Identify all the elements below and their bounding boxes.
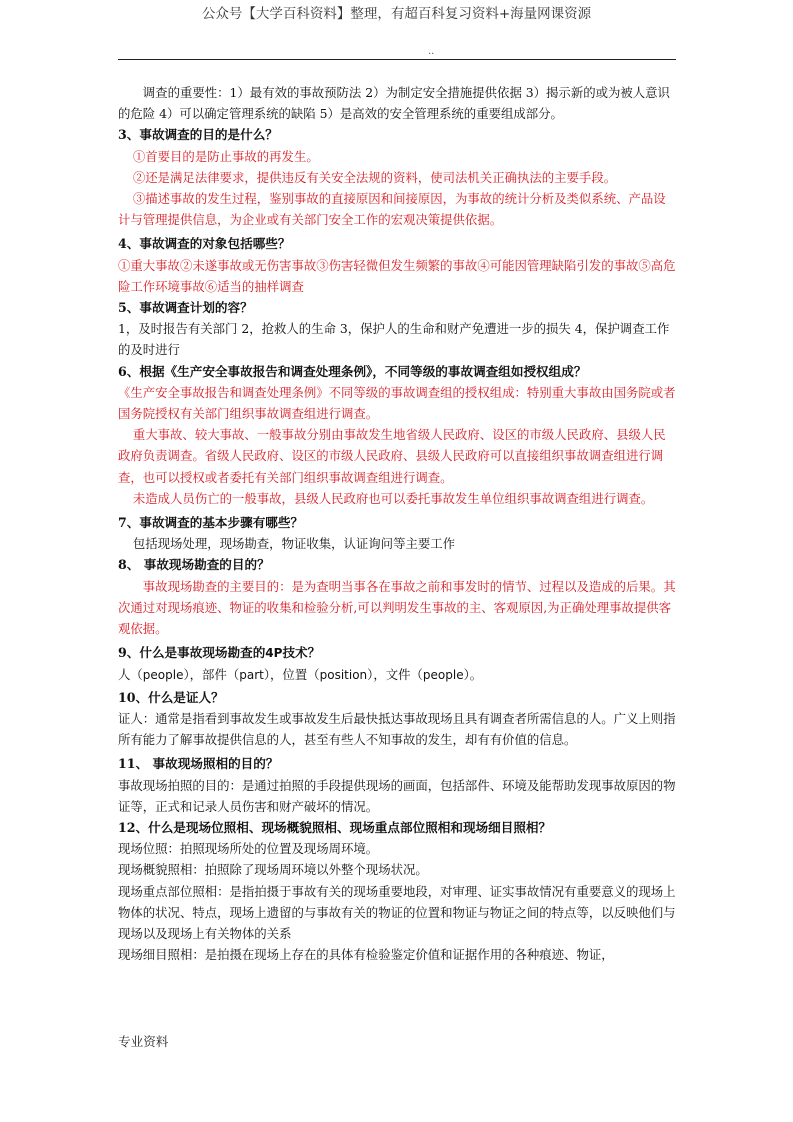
answer-7: 包括现场处理，现场勘查，物证收集，认证询问等主要工作 bbox=[132, 536, 456, 552]
question-11: 11、 事故现场照相的目的？ bbox=[118, 756, 279, 772]
question-9-4p: 4P bbox=[265, 646, 283, 661]
answer-9-part: ）。 bbox=[463, 667, 483, 683]
answer-12-item-3: 现场重点部位照相：是指拍摄于事故有关的现场重要地段，对审理、证实事故情况有重要意义的现场上物体的状况、特点，现场上遗留的与事故有关的物证的位置和物证与物证之间的特点等，以反映他们与现场以及现场上有关物体的关系 bbox=[118, 883, 676, 941]
question-9 bbox=[118, 642, 678, 664]
answer-8: 事故现场勘查的主要目的：是为查明当事各在事故之前和事发时的情节、过程以及造成的后果。其次通过对现场痕迹、物证的收集和检验分析,可以判明发生事故的主、客观原因,为正确处理事故提供客观依据。 bbox=[118, 578, 676, 637]
answer-9 bbox=[118, 664, 678, 686]
question-10: 10、什么是证人？ bbox=[118, 689, 224, 705]
question-9-text: 9、什么是事故现场勘查的 bbox=[118, 645, 266, 661]
answer-9-term: people bbox=[422, 668, 464, 683]
answer-4: ①重大事故②未遂事故或无伤害事故③伤害轻微但发生频繁的事故④可能因管理缺陷引发的事故⑤高危险工作环境事故⑥适当的抽样调查 bbox=[118, 257, 676, 294]
question-12: 12、什么是现场位照相、现场概貌照相、现场重点部位照相和现场细目照相？ bbox=[118, 819, 552, 835]
answer-12-item-2: 现场概貌照相：拍照除了现场周环境以外整个现场状况。 bbox=[118, 862, 428, 878]
question-7: 7、事故调查的基本步骤有哪些？ bbox=[118, 515, 304, 531]
question-5: 5、事故调查计划的容？ bbox=[118, 300, 253, 316]
question-9-suffix: 技术？ bbox=[282, 645, 321, 661]
answer-9-part: ），部件（ bbox=[183, 667, 240, 683]
header-rule bbox=[118, 59, 676, 60]
question-3: 3、事故调查的目的是什么？ bbox=[118, 127, 278, 143]
answer-5: 1，及时报告有关部门 2，抢救人的生命 3，保护人的生命和财产免遭进一步的损失 4，保护调查工作的及时进行 bbox=[118, 321, 670, 358]
document-body bbox=[118, 82, 678, 965]
answer-6-para-1: 《生产安全事故报告和调查处理条例》不同等级的事故调查组的授权组成：特别重大事故由国务院或者国务院授权有关部门组织事故调查组进行调查。 bbox=[118, 384, 676, 422]
answer-3-item-3: ③描述事故的发生过程，鉴别事故的直接原因和间接原因，为事故的统计分析及类似系统、产品设计与管理提供信息，为企业或有关部门安全工作的宏观决策提供依据。 bbox=[118, 191, 666, 228]
paragraph-importance: 调查的重要性：1）最有效的事故预防法 2）为制定安全措施提供依据 3）揭示新的或为被人意识的危险 4）可以确定管理系统的缺陷 5）是高效的安全管理系统的重要组成部分。 bbox=[118, 85, 670, 122]
answer-9-term: people bbox=[142, 668, 184, 683]
answer-9-part: ），位置（ bbox=[263, 667, 320, 683]
answer-6-para-2: 重大事故、较大事故、一般事故分别由事故发生地省级人民政府、设区的市级人民政府、县级人民政府负责调查。省级人民政府、设区的市级人民政府、县级人民政府可以直接组织事故调查组进行调查，也可以授权或者委托有关部门组织事故调查组进行调查。 bbox=[118, 427, 666, 485]
question-4: 4、事故调查的对象包括哪些？ bbox=[118, 236, 291, 252]
answer-9-term: part bbox=[239, 668, 264, 683]
footer-label: 专业资料 bbox=[118, 1034, 169, 1049]
question-6: 6、根据《生产安全事故报告和调查处理条例》，不同等级的事故调查组如授权组成？ bbox=[118, 363, 587, 379]
answer-11: 事故现场拍照的目的：是通过拍照的手段提供现场的画面，包括部件、环境及能帮助发现事故原因的物证等，正式和记录人员伤害和财产破坏的情况。 bbox=[118, 777, 676, 814]
question-8: 8、 事故现场勘查的目的？ bbox=[118, 557, 270, 573]
answer-9-part: ），文件（ bbox=[367, 667, 423, 683]
answer-9-term: position bbox=[319, 668, 368, 683]
answer-3-item-2: ②还是满足法律要求，提供违反有关安全法规的资料，使司法机关正确执法的主要手段。 bbox=[132, 169, 617, 185]
answer-10: 证人：通常是指看到事故发生或事故发生后最快抵达事故现场且具有调查者所需信息的人。广义上则指所有能力了解事故提供信息的人，甚至有些人不知事故的发生，却有有价值的信息。 bbox=[118, 710, 676, 748]
answer-12-item-1: 现场位照：拍照现场所处的位置及现场周环境。 bbox=[118, 841, 379, 857]
answer-9-part: 人（ bbox=[118, 667, 143, 683]
answer-12-item-4: 现场细目照相：是拍摄在现场上存在的具体有检验鉴定价值和证据作用的各种痕迹、物证， bbox=[118, 947, 614, 963]
top-banner: 公众号【大学百科资料】整理，有超百科复习资料+海量网课资源 bbox=[201, 6, 592, 22]
header-dots: .. bbox=[428, 46, 435, 57]
answer-6-para-3: 未造成人员伤亡的一般事故，县级人民政府也可以委托事故发生单位组织事故调查组进行调查。 bbox=[132, 490, 654, 506]
answer-3-item-1: ①首要目的是防止事故的再发生。 bbox=[132, 148, 319, 164]
